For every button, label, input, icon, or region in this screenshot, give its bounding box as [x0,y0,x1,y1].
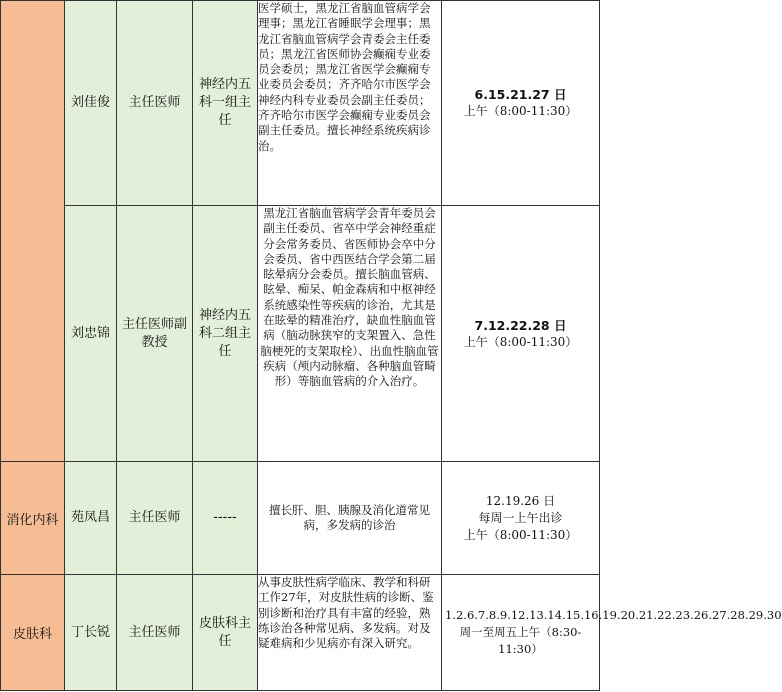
doctor-bio-text: 医学硕士，黑龙江省脑血管病学会理事；黑龙江省睡眠学会理事；黑龙江省脑血管病学会青委会主任委员；黑龙江省医师协会癫痫专业委员会委员；黑龙江省医学会癫痫专业委员会委员；齐齐哈尔市医学会神经内科专业委员会副主任委员；齐齐哈尔市医学会癫痫专业委员会副主任委员。擅长神经系统疾病诊治。 [258,1,431,153]
schedule-dates: 6.15.21.27 日 [474,87,567,102]
doctor-bio [258,462,442,575]
doctor-bio [258,1,442,206]
doctor-division: ----- [193,462,258,575]
doctor-name: 刘佳俊 [65,1,117,206]
schedule-dates: 1.2.6.7.8.9.12.13.14.15.16.19.20.21.22.23.26.27.28.29.30 周一至周五上午（8:30-11:30） [445,608,782,656]
doctor-title: 主任医师 [117,575,193,691]
department-cell [1,1,65,462]
doctor-bio-text: 黑龙江省脑血管病学会青年委员会副主任委员、省卒中学会神经重症分会常务委员、省医师协会卒中分会委员、省中西医结合学会第二届眩晕病分会委员。擅长脑血管病、眩晕、痴呆、帕金森病和中枢神经系统感染性等疾病的诊治，尤其是在眩晕的精准治疗，缺血性脑血管病（脑动脉狭窄的支架置入、急性脑梗死的支架取栓）、出血性脑血管疾病（颅内动脉瘤、各种脑血管畸形）等脑血管病的介入治疗。 [260,206,439,389]
doctor-bio [258,575,442,691]
schedule-time: 上午（8:00-11:30） [463,527,578,542]
clinic-schedule [442,206,600,462]
department-cell: 皮肤科 [1,575,65,691]
doctor-bio [258,206,442,462]
schedule-dates: 7.12.22.28 日 [474,317,567,333]
table-row [1,1,600,206]
department-cell: 消化内科 [1,462,65,575]
doctor-division: 皮肤科主任 [193,575,258,691]
doctor-name: 刘忠锦 [65,206,117,462]
clinic-schedule [442,1,600,206]
schedule-time: 上午（8:00-11:30） [463,334,578,349]
doctor-bio-text: 从事皮肤性病学临床、教学和科研工作27年，对皮肤性病的诊断、鉴别诊断和治疗具有丰富的经验，熟练诊治各种常见病、多发病。对及疑难病和少见病亦有深入研究。 [258,575,434,651]
doctor-title: 主任医师 [117,1,193,206]
clinic-schedule [442,462,600,575]
doctor-title: 主任医师副教授 [117,206,193,462]
doctor-title: 主任医师 [117,462,193,575]
doctor-division: 神经内五科一组主任 [193,1,258,206]
schedule-time: 上午（8:00-11:30） [463,104,578,118]
doctor-bio-text: 擅长肝、胆、胰腺及消化道常见病，多发病的诊治 [269,502,430,532]
table-row [1,206,600,462]
table-row [1,462,600,575]
doctor-name: 丁长锐 [65,575,117,691]
table-row [1,575,600,691]
doctor-name: 苑凤昌 [65,462,117,575]
doctor-division: 神经内五科二组主任 [193,206,258,462]
schedule-dates: 12.19.26 日 [485,493,556,508]
schedule-note: 每周一上午出诊 [478,510,563,525]
clinic-schedule [442,575,782,691]
